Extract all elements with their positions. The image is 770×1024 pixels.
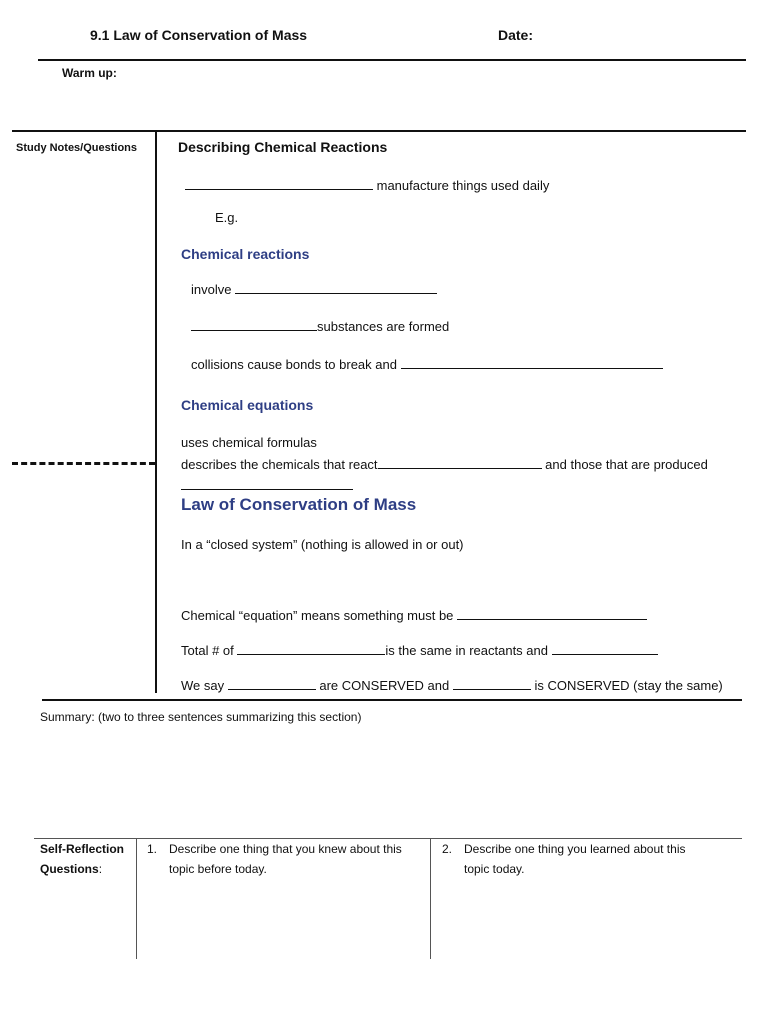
manufacture-text: manufacture things used daily [376, 178, 550, 193]
notes-column-divider [155, 131, 157, 693]
reflection-label-line2 [40, 862, 102, 876]
eg-text: E.g. [215, 210, 239, 225]
fold-line [12, 462, 155, 465]
collisions-blank[interactable] [401, 355, 663, 369]
page-title: 9.1 Law of Conservation of Mass [90, 27, 308, 43]
notes-top-divider [12, 130, 746, 132]
q2-text-1: Describe one thing you learned about this [464, 842, 686, 856]
equation-means-line [181, 606, 647, 623]
we-say-blank[interactable] [228, 676, 316, 690]
total-line [181, 641, 658, 658]
involve-text: involve [191, 282, 232, 297]
q2-number: 2. [442, 842, 453, 856]
q1-text-2: topic before today. [169, 862, 267, 876]
describes-line [181, 455, 708, 472]
total-blank[interactable] [237, 641, 385, 655]
is-conserved-blank[interactable] [453, 676, 531, 690]
substances-text: substances are formed [317, 319, 450, 334]
products-blank[interactable] [552, 641, 658, 655]
warmup-label: Warm up: [62, 66, 117, 80]
produced-text: and those that are produced [545, 457, 708, 472]
header-divider [38, 59, 746, 61]
reflection-q2-line1 [442, 842, 685, 856]
q1-text-1: Describe one thing that you knew about this [169, 842, 402, 856]
q1-number: 1. [147, 842, 158, 856]
manufacture-blank[interactable] [185, 176, 373, 190]
substances-blank[interactable] [191, 317, 317, 331]
collisions-text: collisions cause bonds to break and [191, 357, 397, 372]
involve-line [191, 280, 437, 297]
closed-system-text: In a “closed system” (nothing is allowed in or out) [181, 537, 464, 552]
date-label: Date: [498, 27, 534, 43]
involve-blank[interactable] [235, 280, 437, 294]
reflection-top-border [34, 838, 742, 839]
equation-means-blank[interactable] [457, 606, 647, 620]
reflection-divider-1 [136, 838, 137, 959]
same-in-reactants-text: is the same in reactants and [385, 643, 548, 658]
describes-text: describes the chemicals that react [181, 457, 378, 472]
equation-means-text: Chemical “equation” means something must be [181, 608, 454, 623]
we-say-line [181, 676, 723, 693]
is-conserved-text: is CONSERVED (stay the same) [534, 678, 723, 693]
react-blank[interactable] [378, 455, 542, 469]
describing-heading: Describing Chemical Reactions [178, 139, 388, 155]
study-notes-label: Study Notes/Questions [16, 142, 138, 154]
summary-label: Summary: (two to three sentences summarizing this section) [40, 710, 362, 724]
we-say-text: We say [181, 678, 225, 693]
q2-text-2: topic today. [464, 862, 525, 876]
produced-blank[interactable] [181, 476, 353, 490]
notes-bottom-divider [42, 699, 742, 701]
are-conserved-text: are CONSERVED and [319, 678, 450, 693]
reflection-label-questions: Questions [40, 862, 99, 876]
equations-heading: Chemical equations [181, 397, 314, 413]
uses-formulas-text: uses chemical formulas [181, 435, 317, 450]
manufacture-line [185, 176, 549, 193]
substances-line [191, 317, 449, 334]
reflection-label-line1: Self-Reflection [40, 842, 125, 856]
total-of-text: Total # of [181, 643, 234, 658]
reflection-divider-2 [430, 838, 431, 959]
reactions-heading: Chemical reactions [181, 246, 310, 262]
reflection-q1-line1 [147, 842, 402, 856]
collisions-line [191, 355, 663, 372]
reflection-label-colon: : [98, 862, 103, 876]
conservation-heading: Law of Conservation of Mass [181, 495, 417, 514]
